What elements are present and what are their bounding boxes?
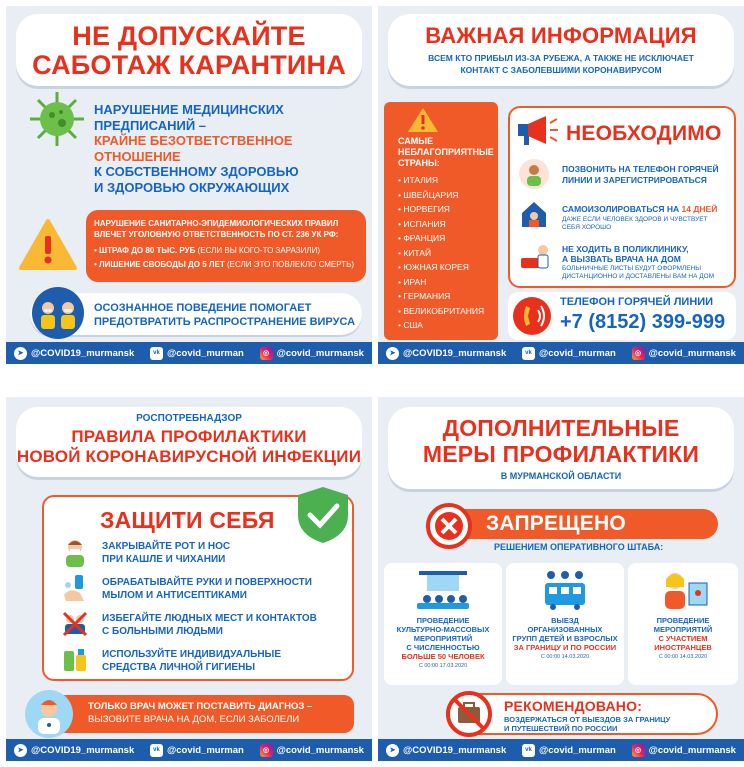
instagram-icon: ◎ bbox=[632, 744, 645, 757]
instagram-icon: ◎ bbox=[260, 744, 273, 757]
law-box bbox=[86, 210, 366, 282]
lead-line: ПРЕДПИСАНИЙ – bbox=[94, 117, 207, 133]
step-call-line: ЛИНИИ И ЗАРЕГИСТРИРОВАТЬСЯ bbox=[562, 175, 707, 185]
step-doctor-note: ДИСТАНЦИОННО И ДОСТАВЛЕНЫ ВАМ НА ДОМ bbox=[562, 273, 715, 280]
ban-date: С 00:00 14.03.2020 bbox=[540, 654, 590, 660]
ban-card-events bbox=[384, 563, 502, 685]
step-isolate-note: СЕБЯ ХОРОШО bbox=[562, 224, 612, 231]
doctor-text bbox=[88, 701, 312, 726]
social-footer bbox=[378, 342, 744, 364]
house-icon bbox=[518, 198, 550, 230]
rule-cough bbox=[102, 541, 230, 566]
vk-handle: @covid_murman bbox=[538, 744, 616, 756]
instagram-handle: @covid_murmansk bbox=[276, 744, 364, 756]
lead-line-emph: ОТНОШЕНИЕ bbox=[94, 148, 181, 164]
step-call bbox=[562, 164, 719, 186]
title-box bbox=[16, 407, 362, 477]
telegram-icon: ➤ bbox=[386, 744, 399, 757]
panel-title-line2: САБОТАЖ КАРАНТИНА bbox=[32, 50, 346, 80]
countries-title-line: НЕБЛАГОПРИЯТНЫЕ bbox=[398, 147, 494, 157]
ban-date: С 00:00 14.03.2020 bbox=[658, 654, 708, 660]
ban-text-line: ВЫЕЗД bbox=[551, 616, 579, 625]
rule-handwash bbox=[102, 577, 312, 602]
banned-subtitle: РЕШЕНИЕМ ОПЕРАТИВНОГО ШТАБА: bbox=[494, 542, 664, 552]
rule-line: СРЕДСТВА ЛИЧНОЙ ГИГИЕНЫ bbox=[102, 661, 256, 673]
rule-hygiene-icon bbox=[60, 645, 90, 675]
rule-line: ПРИ КАШЛЕ И ЧИХАНИИ bbox=[102, 553, 226, 565]
countries-title bbox=[398, 136, 494, 169]
ban-text-line: ГРУПП ДЕТЕЙ И ВЗРОСЛЫХ bbox=[512, 634, 618, 643]
lead-line: К СОБСТВЕННОМУ ЗДОРОВЬЮ bbox=[94, 164, 299, 179]
countries-title-line: САМЫЕ bbox=[398, 136, 434, 146]
step-isolate-text: САМОИЗОЛИРОВАТЬСЯ НА bbox=[562, 204, 680, 214]
instagram-link[interactable] bbox=[632, 347, 736, 360]
vk-handle: @covid_murman bbox=[538, 347, 616, 359]
prison-bold: ЛИШЕНИЕ СВОБОДЫ ДО 5 ЛЕТ bbox=[99, 260, 225, 269]
countries-box bbox=[384, 102, 498, 340]
vk-handle: @covid_murman bbox=[166, 744, 244, 756]
rule-line: С БОЛЬНЫМИ ЛЮДЬМИ bbox=[102, 625, 223, 637]
panel-prevention-rules bbox=[6, 397, 372, 761]
instagram-handle: @covid_murmansk bbox=[276, 347, 364, 359]
awareness-line: ПРЕДОТВРАТИТЬ РАСПРОСТРАНЕНИЕ ВИРУСА bbox=[94, 315, 356, 328]
law-line: ВЛЕЧЕТ УГОЛОВНУЮ ОТВЕТСТВЕННОСТЬ ПО СТ. 236 УК РФ: bbox=[94, 230, 339, 239]
instagram-handle: @covid_murmansk bbox=[648, 744, 736, 756]
title-box bbox=[388, 407, 734, 489]
panel-title-line2: МЕРЫ ПРОФИЛАКТИКИ bbox=[422, 441, 700, 467]
ban-text-line: ПРОВЕДЕНИЕ bbox=[416, 616, 470, 625]
ban-text bbox=[506, 616, 624, 643]
telegram-handle: @COVID19_murmansk bbox=[31, 347, 135, 359]
agency-label: РОСПОТРЕБНАДЗОР bbox=[136, 413, 242, 424]
ban-text-line: С ЧИСЛЕННОСТЬЮ bbox=[406, 643, 480, 652]
doctor-icon bbox=[24, 689, 74, 739]
lead-text bbox=[94, 102, 299, 195]
doctor-line-bold: ТОЛЬКО ВРАЧ МОЖЕТ ПОСТАВИТЬ ДИАГНОЗ – bbox=[88, 701, 313, 712]
rule-line: ИЗБЕГАЙТЕ ЛЮДНЫХ МЕСТ И КОНТАКТОВ bbox=[102, 613, 317, 624]
call-person-icon bbox=[518, 158, 550, 190]
country-item: • ИСПАНИЯ bbox=[398, 218, 446, 229]
subtitle-line: ВСЕМ КТО ПРИБЫЛ ИЗ-ЗА РУБЕЖА, А ТАКЖЕ НЕ ИСКЛЮЧАЕТ bbox=[428, 53, 694, 63]
country-item: • НОРВЕГИЯ bbox=[398, 204, 450, 214]
country-item: • КИТАЙ bbox=[398, 247, 432, 258]
fine-item: • ШТРАФ ДО 80 ТЫС. РУБ (ЕСЛИ ВЫ КОГО-ТО ЗАРАЗИЛИ) bbox=[94, 246, 320, 255]
title-box bbox=[16, 14, 362, 86]
lead-line: НАРУШЕНИЕ МЕДИЦИНСКИХ bbox=[94, 102, 284, 117]
countries-title-line: СТРАНЫ: bbox=[398, 158, 440, 168]
protect-heading: ЗАЩИТИ СЕБЯ bbox=[100, 507, 275, 533]
ban-highlight: ИНОСТРАНЦЕВ bbox=[654, 643, 712, 652]
country-item: • ГЕРМАНИЯ bbox=[398, 291, 451, 301]
ban-card-foreigners bbox=[628, 563, 738, 685]
country-item: • ИТАЛИЯ bbox=[398, 175, 439, 185]
awareness-text bbox=[94, 302, 355, 329]
ban-date: С 00:00 17.03.2020 bbox=[418, 663, 468, 669]
ban-highlight: БОЛЬШЕ 50 ЧЕЛОВЕК bbox=[401, 652, 485, 661]
warning-icon bbox=[406, 106, 440, 134]
fine-bold: ШТРАФ ДО 80 ТЫС. РУБ bbox=[99, 246, 196, 255]
step-doctor-line: НЕ ХОДИТЬ В ПОЛИКЛИНИКУ, bbox=[562, 244, 689, 254]
country-item: • ИРАН bbox=[398, 276, 427, 287]
instagram-link[interactable] bbox=[260, 347, 364, 360]
ban-text bbox=[384, 616, 502, 652]
rule-cough-icon bbox=[60, 537, 90, 567]
telegram-handle: @COVID19_murmansk bbox=[403, 744, 507, 756]
warning-icon bbox=[18, 218, 78, 272]
concert-icon bbox=[413, 569, 473, 611]
telegram-link[interactable] bbox=[14, 744, 134, 757]
vk-link[interactable] bbox=[522, 744, 616, 757]
ban-text-line: МЕРОПРИЯТИЙ bbox=[413, 634, 473, 643]
rule-avoid-crowds-icon bbox=[60, 609, 90, 639]
doctor-line: ВЫЗОВИТЕ ВРАЧА НА ДОМ, ЕСЛИ ЗАБОЛЕЛИ bbox=[88, 713, 300, 725]
ban-text-line: ПРОВЕДЕНИЕ bbox=[656, 616, 710, 625]
telegram-icon: ➤ bbox=[386, 347, 399, 360]
panel-title-line1: НЕ ДОПУСКАЙТЕ bbox=[72, 21, 306, 51]
panel-additional-measures bbox=[378, 397, 744, 761]
foreigner-icon bbox=[653, 569, 713, 611]
rule-line: МЫЛОМ И АНТИСЕПТИКАМИ bbox=[102, 589, 247, 601]
recommended-heading: РЕКОМЕНДОВАНО: bbox=[504, 698, 643, 714]
megaphone-icon bbox=[516, 114, 560, 148]
ban-text-line: ОРГАНИЗОВАННЫХ bbox=[527, 625, 603, 634]
step-isolate bbox=[562, 204, 717, 232]
country-item: • ЮЖНАЯ КОРЕЯ bbox=[398, 262, 469, 272]
step-doctor bbox=[562, 244, 714, 281]
law-line: НАРУШЕНИЕ САНИТАРНО-ЭПИДЕМИОЛОГИЧЕСКИХ ПРАВИЛ bbox=[94, 219, 339, 228]
instagram-icon: ◎ bbox=[260, 347, 273, 360]
vk-link[interactable] bbox=[150, 744, 244, 757]
telegram-handle: @COVID19_murmansk bbox=[31, 744, 135, 756]
telegram-link[interactable] bbox=[386, 744, 506, 757]
hotline-number[interactable]: +7 (8152) 399-999 bbox=[560, 311, 726, 333]
phone-icon bbox=[512, 296, 554, 336]
ban-text-line: МЕРОПРИЯТИЙ bbox=[653, 625, 713, 634]
rule-hygiene bbox=[102, 649, 281, 674]
telegram-handle: @COVID19_murmansk bbox=[403, 347, 507, 359]
doctor-box bbox=[42, 695, 354, 733]
rule-avoid-crowds bbox=[102, 613, 317, 638]
awareness-line: ОСОЗНАННОЕ ПОВЕДЕНИЕ ПОМОГАЕТ bbox=[94, 302, 312, 314]
country-item: • ФРАНЦИЯ bbox=[398, 233, 446, 243]
recommended-text bbox=[504, 715, 670, 733]
vk-icon: vk bbox=[150, 744, 163, 757]
country-list bbox=[398, 173, 488, 333]
panel-title: ВАЖНАЯ ИНФОРМАЦИЯ bbox=[425, 23, 697, 48]
lead-line: И ЗДОРОВЬЮ ОКРУЖАЮЩИХ bbox=[94, 179, 290, 195]
telegram-icon: ➤ bbox=[14, 744, 27, 757]
no-travel-icon bbox=[446, 691, 492, 737]
step-isolate-note: ДАЖЕ ЕСЛИ ЧЕЛОВЕК ЗДОРОВ И ЧУВСТВУЕТ bbox=[562, 216, 708, 223]
ban-highlight: С УЧАСТИЕМ bbox=[658, 634, 708, 643]
rule-line: ОБРАБАТЫВАЙТЕ РУКИ И ПОВЕРХНОСТИ bbox=[102, 577, 312, 588]
panel-important-info bbox=[378, 6, 744, 364]
people-icon bbox=[30, 286, 86, 340]
rule-line: ИСПОЛЬЗУЙТЕ ИНДИВИДУАЛЬНЫЕ bbox=[102, 649, 282, 660]
subtitle-line: КОНТАКТ С ЗАБОЛЕВШИМИ КОРОНАВИРУСОМ bbox=[460, 65, 662, 75]
step-doctor-note: БОЛЬНИЧНЫЕ ЛИСТЫ БУДУТ ОФОРМЛЕНЫ bbox=[562, 265, 702, 272]
lead-line-emph: КРАЙНЕ БЕЗОТВЕТСТВЕННОЕ bbox=[94, 133, 293, 148]
instagram-link[interactable] bbox=[632, 744, 736, 757]
rule-handwash-icon bbox=[60, 573, 90, 603]
prohibited-icon bbox=[426, 503, 472, 549]
telegram-icon: ➤ bbox=[14, 347, 27, 360]
country-item: • США bbox=[398, 320, 423, 330]
panel-quarantine bbox=[6, 6, 372, 364]
ban-card-groups bbox=[506, 563, 624, 685]
instagram-handle: @covid_murmansk bbox=[648, 347, 736, 359]
shield-check-icon bbox=[296, 485, 350, 545]
vk-handle: @covid_murman bbox=[166, 347, 244, 359]
ban-text bbox=[628, 616, 738, 634]
social-footer bbox=[6, 342, 372, 364]
banned-bar bbox=[450, 509, 718, 539]
bus-group-icon bbox=[535, 569, 595, 611]
instagram-link[interactable] bbox=[260, 744, 364, 757]
vk-icon: vk bbox=[150, 347, 163, 360]
title-box bbox=[388, 14, 734, 86]
fine-rest: (ЕСЛИ ВЫ КОГО-ТО ЗАРАЗИЛИ) bbox=[197, 246, 320, 255]
country-item: • ШВЕЙЦАРИЯ bbox=[398, 189, 459, 200]
recommended-line: ВОЗДЕРЖАТЬСЯ ОТ ВЫЕЗДОВ ЗА ГРАНИЦУ bbox=[504, 715, 671, 724]
hotline-label: ТЕЛЕФОН ГОРЯЧЕЙ ЛИНИИ bbox=[560, 296, 714, 308]
social-footer bbox=[378, 739, 744, 761]
step-isolate-days: 14 ДНЕЙ bbox=[681, 204, 718, 214]
prison-item: • ЛИШЕНИЕ СВОБОДЫ ДО 5 ЛЕТ (ЕСЛИ ЭТО ПОВЛЕКЛО СМЕРТЬ) bbox=[94, 260, 355, 269]
rule-line: ЗАКРЫВАЙТЕ РОТ И НОС bbox=[102, 541, 231, 552]
telegram-link[interactable] bbox=[14, 347, 134, 360]
region-subtitle: В МУРМАНСКОЙ ОБЛАСТИ bbox=[500, 471, 622, 481]
panel-title-line2: НОВОЙ КОРОНАВИРУСНОЙ ИНФЕКЦИИ bbox=[16, 447, 362, 466]
virus-icon bbox=[28, 90, 86, 148]
step-doctor-line: А ВЫЗВАТЬ ВРАЧА НА ДОМ bbox=[562, 254, 681, 264]
recommended-line: И ПУТЕШЕСТВИЙ ПО РОССИИ bbox=[504, 724, 618, 733]
need-heading: НЕОБХОДИМО bbox=[566, 122, 722, 145]
ban-highlight: ЗА ГРАНИЦУ И ПО РОССИИ bbox=[513, 643, 617, 652]
banned-heading: ЗАПРЕЩЕНО bbox=[486, 512, 626, 535]
step-call-line: ПОЗВОНИТЬ НА ТЕЛЕФОН ГОРЯЧЕЙ bbox=[562, 164, 719, 174]
social-footer bbox=[6, 739, 372, 761]
country-item: • ВЕЛИКОБРИТАНИЯ bbox=[398, 305, 485, 316]
vk-link[interactable] bbox=[150, 347, 244, 360]
hotline-box bbox=[508, 292, 736, 340]
vk-link[interactable] bbox=[522, 347, 616, 360]
prison-rest: (ЕСЛИ ЭТО ПОВЛЕКЛО СМЕРТЬ) bbox=[226, 260, 355, 269]
panel-title-line1: ПРАВИЛА ПРОФИЛАКТИКИ bbox=[71, 427, 307, 446]
vk-icon: vk bbox=[522, 347, 535, 360]
actions-box bbox=[508, 106, 736, 288]
doctor-home-icon bbox=[518, 240, 550, 272]
ban-text-line: КУЛЬТУРНО-МАССОВЫХ bbox=[396, 625, 490, 634]
instagram-icon: ◎ bbox=[632, 347, 645, 360]
vk-icon: vk bbox=[522, 744, 535, 757]
telegram-link[interactable] bbox=[386, 347, 506, 360]
panel-title-line1: ДОПОЛНИТЕЛЬНЫЕ bbox=[442, 415, 680, 441]
